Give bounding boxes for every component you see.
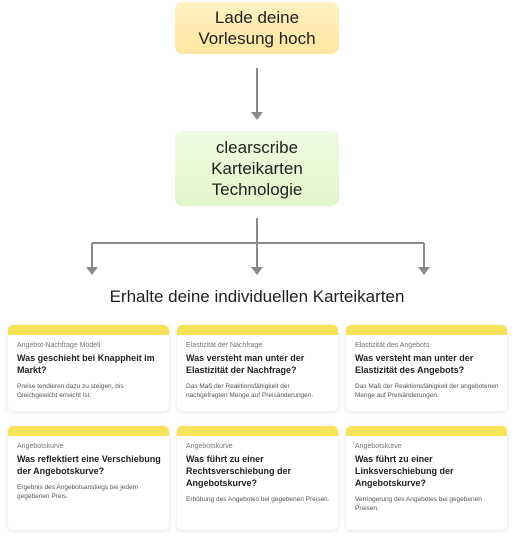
- card-answer: Erhöhung des Angebotes bei gegebenen Preisen.: [186, 496, 330, 503]
- upload-lecture-label: Lade deine Vorlesung hoch: [198, 8, 316, 48]
- card-accent-bar: [177, 426, 338, 436]
- arrow-head-down-1: [251, 112, 263, 120]
- technology-label: clearscribe Karteikarten Technologie: [211, 138, 303, 199]
- card-answer: Verringerung des Angebotes bei gegebenen Preisen.: [355, 496, 482, 512]
- card-accent-bar: [346, 325, 507, 335]
- card-question: Was versteht man unter der Elastizität der Nachfrage?: [186, 353, 305, 375]
- technology-box: [175, 131, 339, 206]
- card-answer: Das Maß der Reaktionsfähigkeit der angebotenen Menge auf Preisänderungen.: [355, 383, 499, 399]
- card-accent-bar: [177, 325, 338, 335]
- arrow-head-right: [418, 267, 430, 275]
- card-accent-bar: [346, 426, 507, 436]
- flashcard[interactable]: [8, 426, 169, 530]
- card-accent-bar: [8, 325, 169, 335]
- card-category: Angebotskurve: [186, 443, 233, 450]
- arrow-head-center: [251, 267, 263, 275]
- flashcard[interactable]: [346, 325, 507, 411]
- card-question: Was führt zu einer Rechtsverschiebung der Angebotskurve?: [186, 454, 292, 488]
- headline: Erhalte deine individuellen Karteikarten: [109, 287, 405, 306]
- flashcard[interactable]: [8, 325, 169, 411]
- card-question: Was versteht man unter der Elastizität des Angebots?: [355, 353, 474, 375]
- card-category: Angebotskurve: [17, 443, 64, 450]
- card-category: Elastizität der Nachfrage: [186, 342, 263, 349]
- card-category: Angebot-Nachfrage Modell: [17, 342, 101, 349]
- card-question: Was reflektiert eine Verschiebung der Angebotskurve?: [17, 454, 161, 476]
- flashcard[interactable]: [346, 426, 507, 530]
- card-category: Elastizität des Angebots: [355, 342, 430, 349]
- card-answer: Das Maß der Reaktionsfähigkeit der nachgefragten Menge auf Preisänderungen.: [186, 383, 314, 399]
- card-accent-bar: [8, 426, 169, 436]
- card-question: Was führt zu einer Linksverschiebung der Angebotskurve?: [355, 454, 454, 488]
- card-answer: Preise tendieren dazu zu steigen, bis Gleichgewicht erreicht ist.: [17, 383, 124, 399]
- arrow-head-left: [86, 267, 98, 275]
- flashcard[interactable]: [177, 325, 338, 411]
- flashcard[interactable]: [177, 426, 338, 530]
- card-question: Was geschieht bei Knappheit im Markt?: [17, 353, 155, 375]
- card-category: Angebotskurve: [355, 443, 402, 450]
- card-answer: Ergebnis des Angebotsanstiegs bei jedem gegebenen Preis.: [17, 484, 139, 500]
